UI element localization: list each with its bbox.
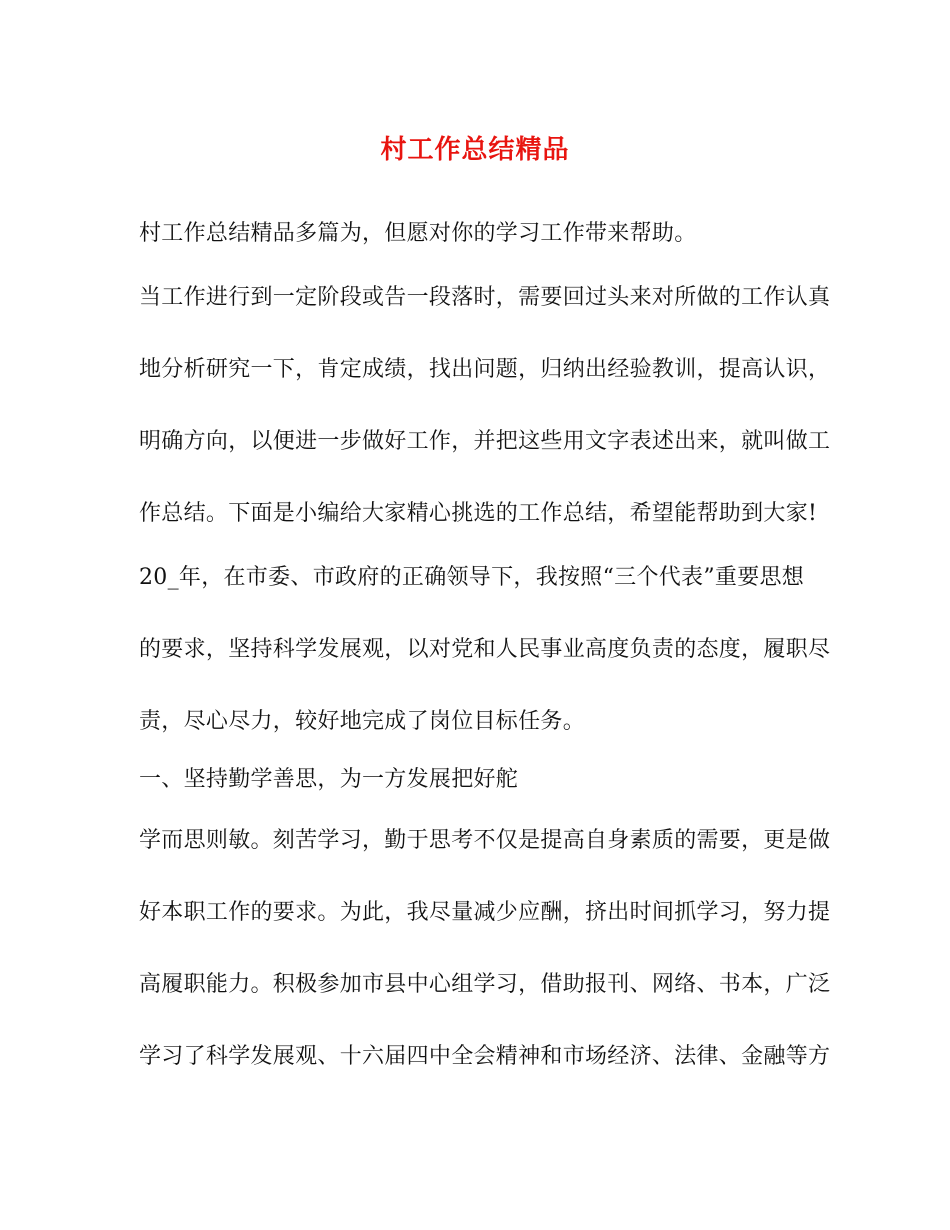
paragraph-line: 地分析研究一下，肯定成绩，找出问题，归纳出经验教训，提高认识， [139,357,831,382]
paragraph-line: 20_年，在市委、市政府的正确领导下，我按照“三个代表”重要思想 [139,565,805,590]
paragraph-line: 学习了科学发展观、十六届四中全会精神和市场经济、法律、金融等方 [139,1044,831,1069]
intro-line: 村工作总结精品多篇为，但愿对你的学习工作带来帮助。 [139,221,697,246]
paragraph-line: 明确方向，以便进一步做好工作，并把这些用文字表述出来，就叫做工 [139,429,831,454]
paragraph-line: 当工作进行到一定阶段或告一段落时，需要回过头来对所做的工作认真 [139,285,831,310]
paragraph-line: 作总结。下面是小编给大家精心挑选的工作总结，希望能帮助到大家! [139,501,818,526]
paragraph-line: 学而思则敏。刻苦学习，勤于思考不仅是提高自身素质的需要，更是做 [139,828,831,853]
section-heading: 一、坚持勤学善思，为一方发展把好舵 [139,767,519,792]
paragraph-line: 责，尽心尽力，较好地完成了岗位目标任务。 [139,709,586,734]
paragraph-line: 的要求，坚持科学发展观，以对党和人民事业高度负责的态度，履职尽 [139,637,831,662]
document-title: 村工作总结精品 [380,135,570,165]
paragraph-line: 高履职能力。积极参加市县中心组学习，借助报刊、网络、书本，广泛 [139,972,831,997]
paragraph-line: 好本职工作的要求。为此，我尽量减少应酬，挤出时间抓学习，努力提 [139,900,831,925]
